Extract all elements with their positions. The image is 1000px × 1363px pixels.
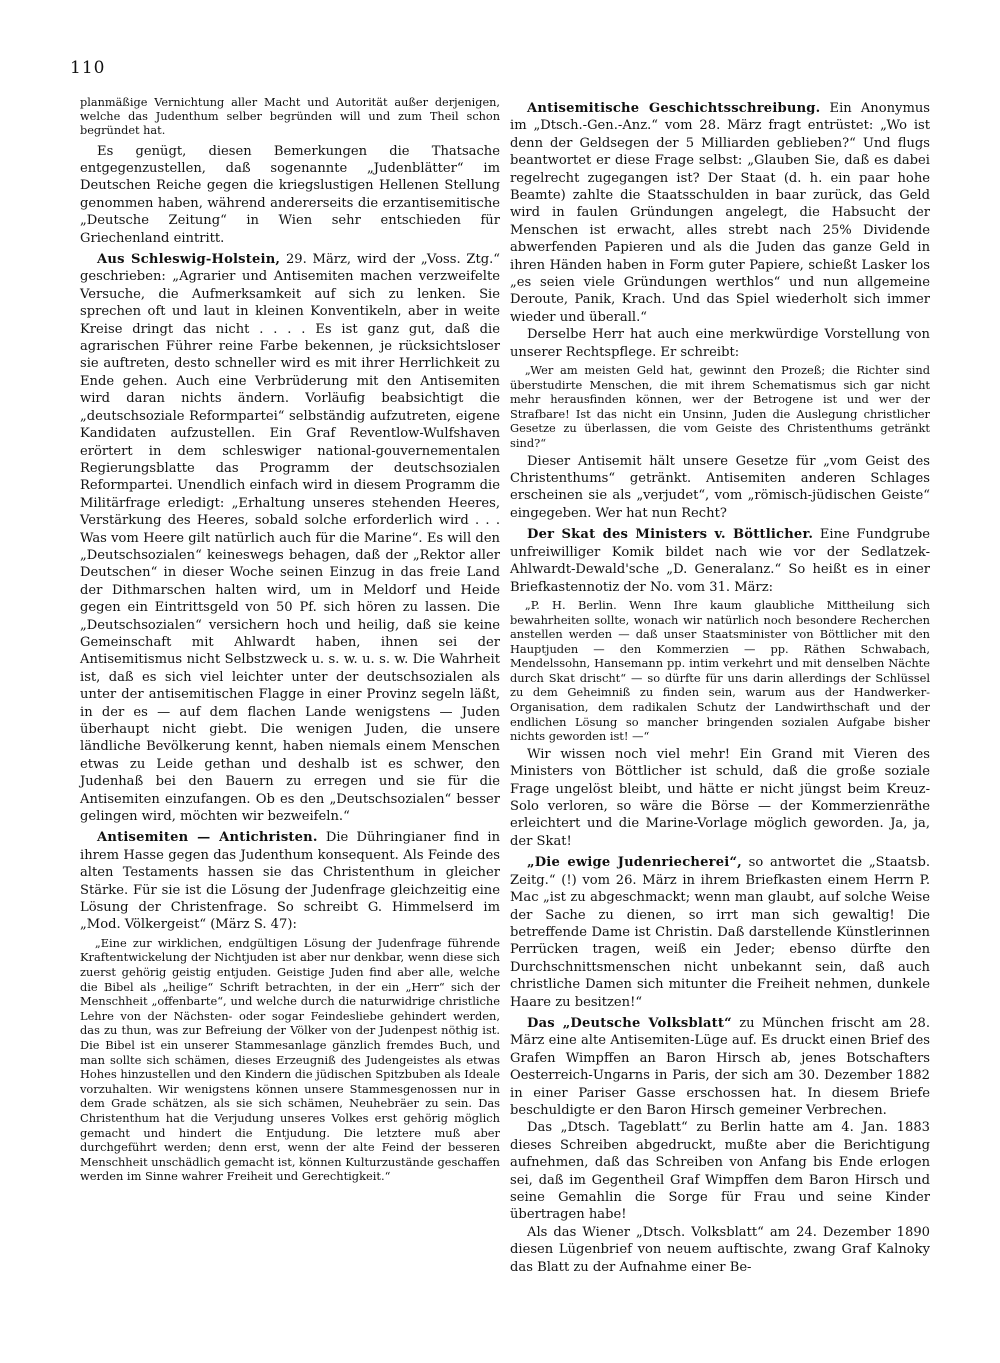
article-text: zu München frischt am 28. März eine alte Antisemiten-Lüge auf. Es druckt einen Brief des Grafen Wimpffen an Baron Hirsch ab, jenes Botschafters Oesterreich-Ungarns in Paris, der sich am 30. Dezember 1882 in einer Pariser Gasse erschossen hat. In diesem Briefe beschuldigte er den Baron Hirsch gemeiner Verbrechen. xyxy=(510,1015,930,1118)
block-quote: „P. H. Berlin. Wenn Ihre kaum glaubliche Mittheilung sich bewahrheiten sollte, wonach wir natürlich noch besondere Recherchen anstellen werden — daß unser Staatsminister von Böttlicher mit den Hauptjuden — den Kommerzien — pp. Räthen Schwabach, Mendelssohn, Hansemann pp. intim verkehrt und mit denselben Nächte durch Skat drischt“ — so dürfte für uns darin allerdings der Schlüssel zu dem Geheimniß zu finden sein, warum aus der Handwerker-Organisation, dem radikalen Schutz der Landwirthschaft und der endlichen Lösung so mancher bringenden sozialen Aufgabe bisher nichts geworden ist! —“ xyxy=(510,597,930,744)
article-text: so antwortet die „Staatsb. Zeitg.“ (!) vom 26. März in ihrem Briefkasten einem Herrn P. Mac „ist zu abgeschmackt; wenn man glaubt, auf solche Weise der Sache zu dienen, so irrt man sich gewaltig! Die betreffende Dame ist Christin. Daß darstellende Künstlerinnen Perrücken tragen, weiß ein Jeder; ebenso dürfte den Durchschnittsmenschen nicht unbekannt sein, daß auch christliche Damen sich mitunter die Freiheit nehmen, dunkele Haare zu besitzen!“ xyxy=(510,855,930,1010)
paragraph: Dieser Antisemit hält unsere Gesetze für „vom Geist des Christenthums“ getränkt. Antisemiten anderen Schlages erscheinen sie als „verjudet“, vom „römisch-jüdischen Geiste“ eingegeben. Wer hat nun Recht? xyxy=(510,453,930,521)
article-heading: Antisemitische Geschichtsschreibung. xyxy=(527,101,821,116)
article-text: Ein Anonymus im „Dtsch.-Gen.-Anz.“ vom 28. März fragt entrüstet: „Wo ist denn der Geldsegen der 5 Milliarden geblieben?“ Und flugs beantwortet er diese Frage selbst: „Glauben Sie, daß es dabei regelrecht zugegangen ist? Der Staat (d. h. ein paar hohe Beamte) zahlte die Staatsschulden in baar zurück, das Geld wird in faulen Gründungen angelegt, die Habsucht der Menschen ist erwacht, alles strebt nach 25% Dividende abwerfenden Papieren und als die Juden das ganze Geld in ihren Händen haben in Form guter Papiere, schießt Lasker los „es seien viele Gründungen werthlos“ und nun allgemeine Deroute, Panik, Krach. Und das Spiel wiederholt sich immer wieder und überall.“ xyxy=(510,101,931,325)
paragraph: Als das Wiener „Dtsch. Volksblatt“ am 24. Dezember 1890 diesen Lügenbrief von neuem auftischte, zwang Graf Kalnoky das Blatt zu der Aufnahme einer Be- xyxy=(510,1224,930,1275)
article-text: Die Dühringianer find in ihrem Hasse gegen das Judenthum konsequent. Als Feinde des alten Testaments hassen sie das Christenthum in gleicher Stärke. Für sie ist die Lösung der Judenfrage gleichzeitig eine Lösung der Christenfrage. So schreibt G. Himmelserd im „Mod. Völkergeist“ (März S. 47): xyxy=(80,830,501,933)
article-schleswig-holstein xyxy=(80,251,500,825)
article-geschichtsschreibung xyxy=(510,100,930,326)
article-heading: Der Skat des Ministers v. Böttlicher. xyxy=(527,527,814,543)
paragraph: Derselbe Herr hat auch eine merkwürdige Vorstellung von unserer Rechtspflege. Er schreibt: xyxy=(510,327,930,360)
page-number: 110 xyxy=(70,58,106,78)
article-heading: „Die ewige Judenriecherei“, xyxy=(527,855,742,871)
paragraph: Es genügt, diesen Bemerkungen die Thatsache entgegenzustellen, daß sogenannte „Judenblätter“ im Deutschen Reiche gegen die kriegslustigen Hellenen Stellung genommen haben, während andererseits die erzantisemitische „Deutsche Zeitung“ in Wien sehr entschieden für Griechenland eintritt. xyxy=(80,143,500,246)
article-volksblatt xyxy=(510,1015,930,1119)
article-heading: Aus Schleswig-Holstein, xyxy=(97,252,281,268)
article-antisemiten-antichristen xyxy=(80,829,500,933)
article-text: 29. März, wird der „Voss. Ztg.“ geschrieben: „Agrarier und Antisemiten machen verzweifelte Versuche, die Aufmerksamkeit auf sich zu lenken. Sie sprechen oft und laut in kleinen Konventikeln, aber in weite Kreise dringt das nicht . . . . Es ist ganz gut, daß die agrarischen Führer reine Farbe bekennen, je rücksichtsloser sie auftreten, desto schneller wird es mit ihrer Herrlichkeit zu Ende gehen. Auch eine Verbrüderung mit den Antisemiten wird daran nichts ändern. Vorläufig beabsichtigt die „deutschsoziale Reformpartei“ selbständig aufzutreten, eigene Kandidaten aufzustellen. Ein Graf Reventlow-Wulfshaven erörtert in dem schleswiger national-gouvernementalen Regierungsblatte das Programm der deutschsozialen Reformpartei. Unendlich einfach wird in diesem Programm die Militärfrage erledigt: „Erhaltung unseres stehenden Heeres, Verstärkung des Heeres, sobald solche erforderlich wird . . . Was vom Heere gilt natürlich auch für die Marine“. Es will den „Deutschsozialen“ keineswegs behagen, daß der „Rektor aller Deutschen“ in dieser Woche seinen Einzug in das freie Land der Dithmarschen halten wird, um in Meldorf und Heide gegen ein Eintrittsgeld von 50 Pf. sich hören zu lassen. Die „Deutschsozialen“ versichern hoch und heilig, daß sie keine Gemeinschaft mit Ahlwardt haben, ihnen sei der Antisemitismus nicht Selbstzweck u. s. w. u. s. w. Die Wahrheit ist, daß es sich viel leichter unter der deutschsozialen als unter der antisemitischen Flagge in einer Provinz segeln läßt, in der es — auf dem flachen Lande wenigstens — Juden überhaupt nicht giebt. Die wenigen Juden, die unsere ländliche Bevölkerung kennt, haben niemals einem Menschen etwas zu Leide gethan und deshalb ist es schwer, den Judenhaß bei den Bauern zu erregen und sie für die Antisemiten einzufangen. Ob es den „Deutschsozialen“ besser gelingen wird, möchten wir bezweifeln.“ xyxy=(80,252,500,825)
left-column xyxy=(80,96,500,1186)
article-heading: Das „Deutsche Volksblatt“ xyxy=(527,1015,732,1031)
article-text: Eine Fundgrube unfreiwilliger Komik bildet nach wie vor der Sedlatzek-Ahlwardt-Dewald'sche „D. Generalanz.“ So heißt es in einer Briefkastennotiz der No. vom 31. März: xyxy=(510,527,930,595)
block-quote: „Eine zur wirklichen, endgültigen Lösung der Judenfrage führende Kraftentwickelung der Nichtjuden ist aber nur denkbar, wenn diese sich zuerst gehörig geistig entjuden. Geistige Juden find aber alle, welche die Bibel als „heilige“ Schrift betrachten, in der ein „Herr“ sich der Menschheit „offenbarte“, und welche durch die naturwidrige christliche Lehre von der Nächsten- oder sogar Feindesliebe gehindert werden, das zu thun, was zur Befreiung der Völker von der Judenpest nöthig ist. Die Bibel ist ein unserer Stammesanlage gänzlich fremdes Buch, und man sollte sich schämen, dieses Erzeugniß des Judengeistes als etwas Hohes hinzustellen und den Kindern die jüdischen Spitzbuben als Ideale vorzuhalten. Wir wenigstens können unsere Stammesgenossen nur in dem Grade schätzen, als sie sich schämen, Neuhebräer zu sein. Das Christenthum hat die Verjudung unseres Volkes erst gehörig möglich gemacht und hindert die Entjudung. Die letztere muß aber durchgeführt werden; denn erst, wenn der alte Feind der besseren Menschheit unschädlich gemacht ist, können Kulturzustände geschaffen werden im Sinne wahrer Freiheit und Gerechtigkeit.“ xyxy=(80,935,500,1184)
article-skat xyxy=(510,526,930,596)
paragraph: Wir wissen noch viel mehr! Ein Grand mit Vieren des Ministers von Böttlicher ist schuld, daß die große soziale Frage ungelöst bleibt, und hätte er nicht jüngst beim Kreuz-Solo verloren, so wäre die Börse — der Kommerzienräthe erleichtert und die Marine-Vorlage möglich geworden. Ja, ja, der Skat! xyxy=(510,746,930,849)
article-judenriecherei xyxy=(510,854,930,1011)
article-heading: Antisemiten — Antichristen. xyxy=(97,830,318,846)
right-column xyxy=(510,100,930,1276)
paragraph: Das „Dtsch. Tageblatt“ zu Berlin hatte am 4. Jan. 1883 dieses Schreiben abgedruckt, mußte aber die Berichtigung aufnehmen, daß das Schreiben von Anfang bis Ende erlogen sei, daß im Gegentheil Graf Wimpffen dem Baron Hirsch und seine Gemahlin die Sorge für Frau und seine Kinder übertragen habe! xyxy=(510,1120,930,1223)
paragraph: planmäßige Vernichtung aller Macht und Autorität außer derjenigen, welche das Judenthum selber begründen will und zum Theil schon begründet hat. xyxy=(80,96,500,138)
block-quote: „Wer am meisten Geld hat, gewinnt den Prozeß; die Richter sind überstudirte Menschen, die mit ihrem Schematismus sich gar nicht mehr herausfinden können, wer der Betrogene ist und wer der Strafbare! Ist das nicht ein Unsinn, Juden die Auslegung christlicher Gesetze zu überlassen, die vom Geiste des Christenthums getränkt sind?“ xyxy=(510,363,930,451)
